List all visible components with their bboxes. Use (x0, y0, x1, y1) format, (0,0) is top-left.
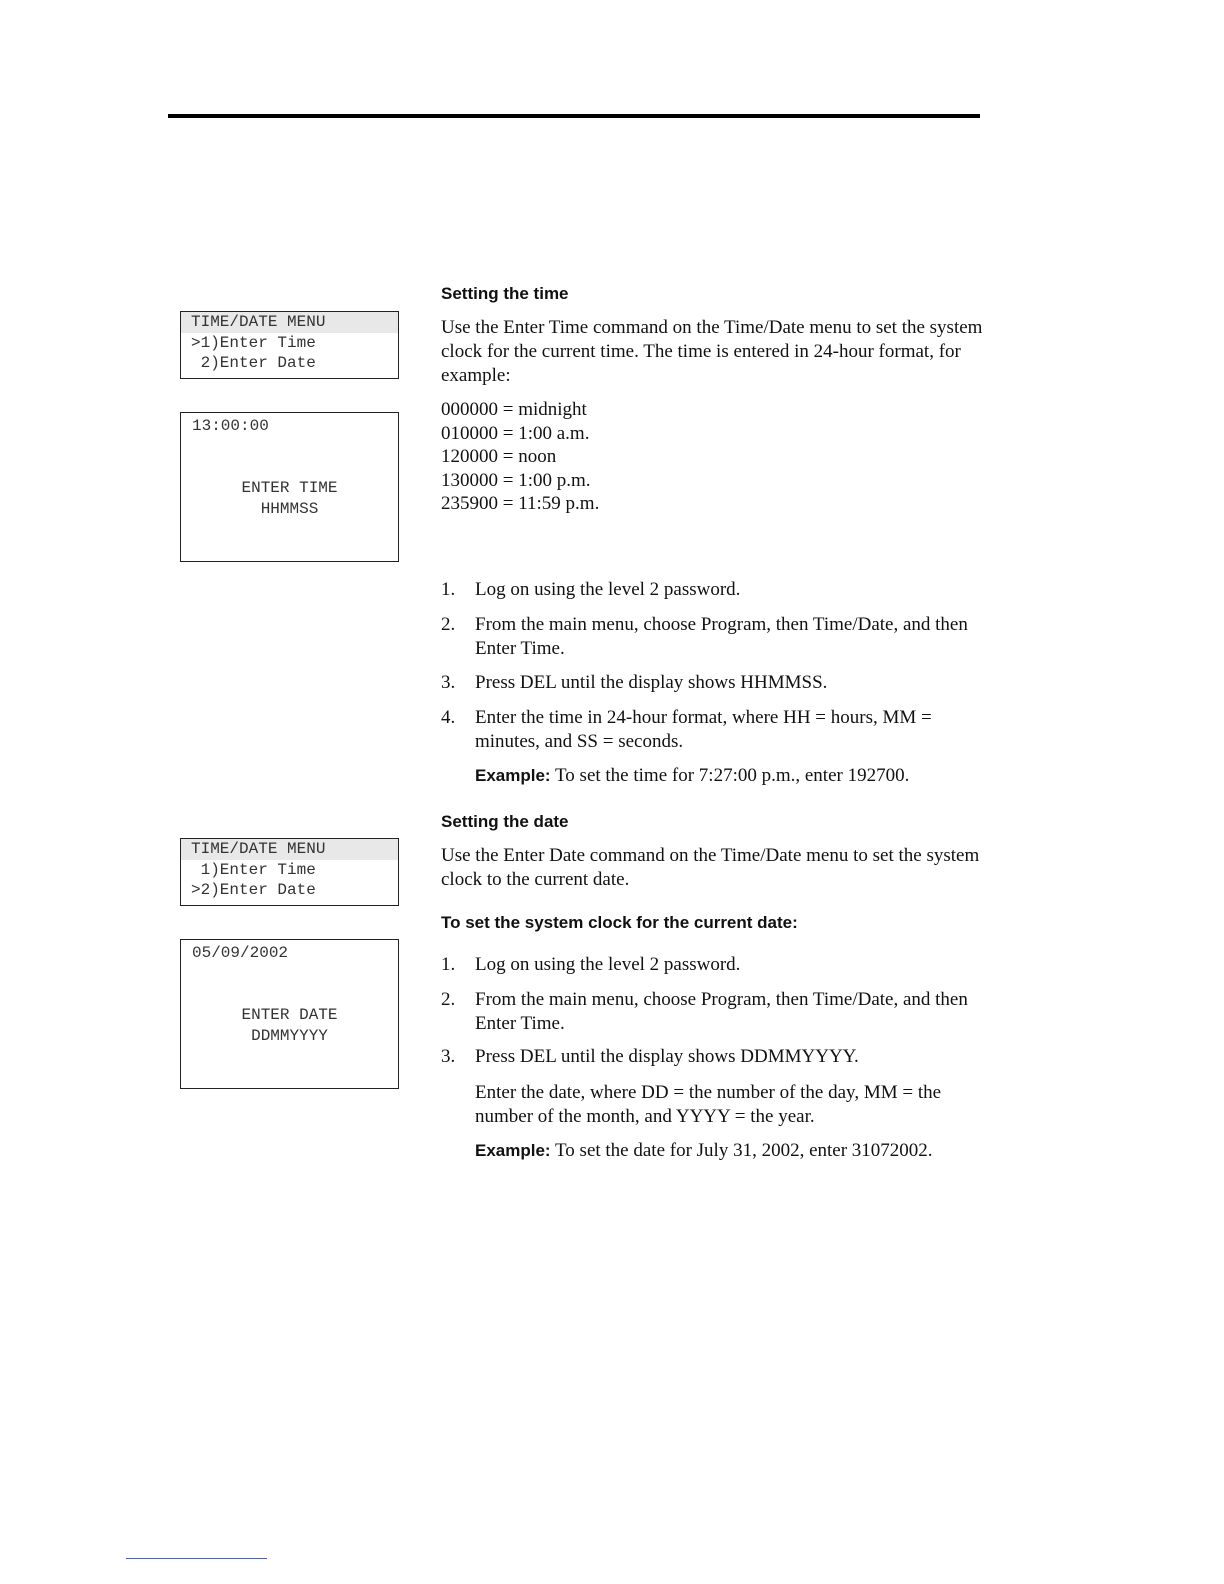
step-number: 2. (441, 989, 456, 1010)
lcd-menu-title: TIME/DATE MENU (181, 839, 398, 860)
lcd-menu-title: TIME/DATE MENU (181, 312, 398, 333)
intro-setting-date: Use the Enter Date command on the Time/Date menu to set the system clock to the current date. (441, 845, 980, 890)
lcd-date-entry (180, 939, 399, 1089)
time-example: 130000 = 1:00 p.m. (441, 469, 591, 491)
step-number: 1. (441, 954, 456, 975)
example-text: To set the date for July 31, 2002, enter 31072002. (555, 1140, 933, 1161)
time-example: 120000 = noon (441, 446, 557, 468)
step-number: 1. (441, 579, 456, 600)
time-example: 235900 = 11:59 p.m. (441, 493, 600, 515)
lcd-date-value: 05/09/2002 (192, 944, 289, 962)
step-text: Log on using the level 2 password. (475, 579, 741, 600)
lcd-menu-item-enter-date: >2)Enter Date (191, 881, 316, 899)
step-text: From the main menu, choose Program, then Time/Date, and then Enter Time. (475, 614, 968, 659)
date-example-note (475, 1139, 985, 1163)
example-label: Example: (475, 766, 551, 785)
lcd-time-format: HHMMSS (260, 500, 319, 518)
step-text: Log on using the level 2 password. (475, 954, 741, 975)
step-number: 3. (441, 1046, 456, 1067)
example-text: To set the time for 7:27:00 p.m., enter 192700. (555, 765, 910, 786)
intro-setting-time: Use the Enter Time command on the Time/Date menu to set the system clock for the current time. The time is entered in 24-hour format, for example: (441, 317, 983, 386)
lcd-enter-time-label: ENTER TIME (241, 479, 338, 497)
lcd-time-entry (180, 412, 399, 562)
time-example-note (475, 764, 985, 788)
date-format-note: Enter the date, where DD = the number of the day, MM = the number of the month, and YYYY = the year. (475, 1082, 942, 1127)
step-number: 4. (441, 707, 456, 728)
step-text: From the main menu, choose Program, then Time/Date, and then Enter Time. (475, 989, 968, 1034)
time-format-examples (441, 398, 599, 516)
lcd-menu-item-enter-date: 2)Enter Date (191, 354, 316, 372)
lcd-menu-item-enter-time: 1)Enter Time (191, 860, 316, 879)
lcd-menu-item-enter-time: >1)Enter Time (191, 333, 316, 352)
heading-setting-date: Setting the date (441, 812, 569, 831)
header-rule (168, 114, 980, 118)
lcd-time-date-menu-date (180, 838, 399, 906)
time-example: 000000 = midnight (441, 399, 587, 420)
step-text: Press DEL until the display shows DDMMYYYY. (475, 1046, 859, 1067)
footer-link-underline (126, 1558, 267, 1559)
lcd-time-date-menu-time (180, 311, 399, 379)
subheading-set-date: To set the system clock for the current date: (441, 913, 798, 932)
lcd-time-value: 13:00:00 (192, 417, 269, 435)
step-text: Press DEL until the display shows HHMMSS. (475, 672, 828, 693)
step-number: 3. (441, 672, 456, 693)
lcd-date-format: DDMMYYYY (251, 1027, 328, 1045)
lcd-enter-date-label: ENTER DATE (241, 1006, 338, 1024)
example-label: Example: (475, 1141, 551, 1160)
step-number: 2. (441, 614, 456, 635)
heading-setting-time: Setting the time (441, 284, 569, 303)
time-example: 010000 = 1:00 a.m. (441, 422, 590, 444)
step-text: Enter the time in 24-hour format, where HH = hours, MM = minutes, and SS = seconds. (475, 707, 932, 752)
